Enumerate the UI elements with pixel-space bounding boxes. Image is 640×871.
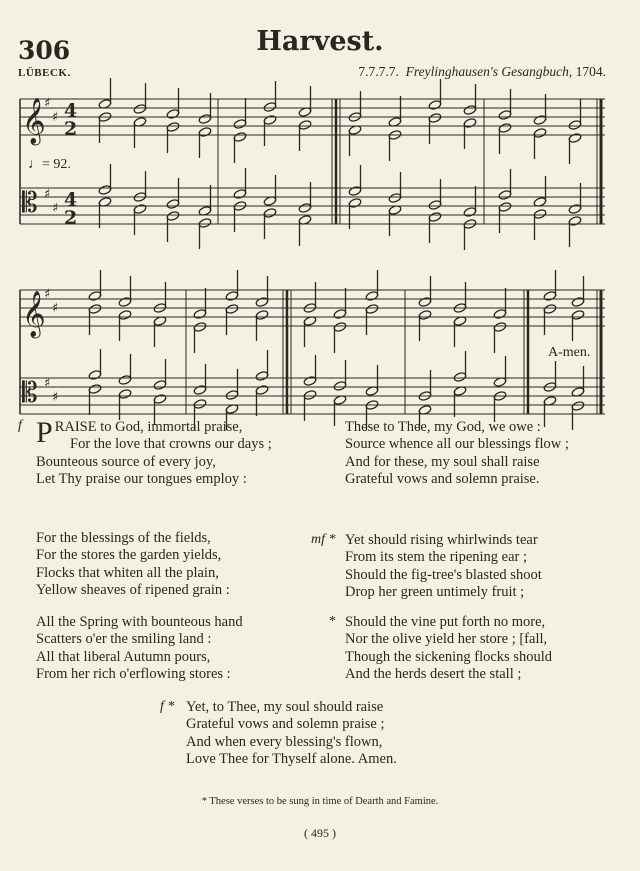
note-head xyxy=(198,127,212,138)
sharp-icon: ♯ xyxy=(44,376,51,391)
note-head xyxy=(118,389,132,400)
note-head xyxy=(498,110,512,121)
meter: 7.7.7.7. xyxy=(358,64,399,79)
note-head xyxy=(498,190,512,201)
note-head xyxy=(166,122,180,133)
note-head xyxy=(225,304,239,315)
time-signature-top: 4 xyxy=(64,100,78,122)
note-head xyxy=(198,114,212,125)
note-head xyxy=(166,211,180,222)
verse-line: For the blessings of the fields, xyxy=(36,530,211,546)
verse-line: Let Thy praise our tongues employ : xyxy=(36,470,247,487)
music-score xyxy=(0,0,640,430)
verse-line: And the herds desert the stall ; xyxy=(345,665,522,682)
note-head xyxy=(463,207,477,218)
note-head xyxy=(568,120,582,131)
verse-line: Nor the olive yield her store ; [fall, xyxy=(345,631,548,648)
verse-line: Drop her green untimely fruit ; xyxy=(345,583,525,600)
page-number: ( 495 ) xyxy=(304,826,336,840)
footnote: * These verses to be sung in time of Dearth and Famine. xyxy=(201,796,439,807)
note-head xyxy=(463,105,477,116)
note-head xyxy=(198,218,212,229)
hymn-number: 306 xyxy=(18,36,71,65)
verse-line: And for these, my soul shall raise xyxy=(345,453,540,470)
drop-cap: P xyxy=(36,416,53,449)
note-head xyxy=(88,370,102,381)
note-head xyxy=(533,115,547,126)
note-head xyxy=(543,304,557,315)
note-head xyxy=(263,208,277,219)
footnote-mark: * xyxy=(329,614,336,629)
dynamic-mark: mf * xyxy=(311,532,336,547)
note-head xyxy=(571,297,585,308)
tempo-marking: ♩= 92. xyxy=(28,157,71,172)
sharp-icon: ♯ xyxy=(44,187,51,202)
note-head xyxy=(333,381,347,392)
note-head xyxy=(193,385,207,396)
c-clef-icon: 𝄡 xyxy=(22,376,38,409)
note-head xyxy=(233,119,247,130)
note-head xyxy=(153,380,167,391)
verse-1 xyxy=(36,416,272,488)
sharp-icon: ♯ xyxy=(52,201,59,216)
verse-line: Love Thee for Thyself alone. Amen. xyxy=(186,750,397,767)
note-head xyxy=(543,291,557,302)
note-head xyxy=(298,120,312,131)
verse-line: Source whence all our blessings flow ; xyxy=(345,436,569,453)
note-head xyxy=(498,123,512,134)
note-head xyxy=(255,371,269,382)
note-head xyxy=(428,200,442,211)
note-head xyxy=(255,310,269,321)
note-head xyxy=(118,310,132,321)
note-head xyxy=(428,100,442,111)
note-head xyxy=(88,304,102,315)
note-head xyxy=(388,193,402,204)
verse-line: From its stem the ripening ear ; xyxy=(345,549,528,566)
staff-system1-treble xyxy=(20,99,605,135)
verse-line: Should the vine put forth no more, xyxy=(345,614,546,630)
note-head xyxy=(166,109,180,120)
note-head xyxy=(118,297,132,308)
verse-5 xyxy=(345,532,542,601)
note-head xyxy=(225,390,239,401)
note-head xyxy=(365,304,379,315)
note-head xyxy=(428,113,442,124)
verse-line: Should the fig-tree's blasted shoot xyxy=(345,566,542,583)
note-head xyxy=(568,204,582,215)
note-head xyxy=(568,133,582,144)
time-signature-bottom: 2 xyxy=(64,207,78,229)
note-head xyxy=(193,322,207,333)
verse-6 xyxy=(345,614,552,683)
note-head xyxy=(533,209,547,220)
verse-line: Grateful vows and solemn praise ; xyxy=(186,716,385,733)
dynamic-mark: f * xyxy=(160,699,175,714)
note-head xyxy=(493,309,507,320)
verse-line: Grateful vows and solemn praise. xyxy=(345,470,540,487)
treble-clef-icon: 𝄞 xyxy=(22,98,46,144)
note-head xyxy=(571,310,585,321)
note-head xyxy=(255,385,269,396)
note-head xyxy=(88,384,102,395)
note-head xyxy=(88,291,102,302)
verse-7 xyxy=(186,699,397,768)
verse-line: These to Thee, my God, we owe : xyxy=(345,419,541,435)
sharp-icon: ♯ xyxy=(52,110,59,125)
note-head xyxy=(98,185,112,196)
note-head xyxy=(571,401,585,412)
verse-4 xyxy=(345,419,569,488)
note-head xyxy=(225,291,239,302)
sharp-icon: ♯ xyxy=(44,287,51,302)
note-head xyxy=(418,310,432,321)
sharp-icon: ♯ xyxy=(44,96,51,111)
hymn-title: Harvest. xyxy=(256,26,384,57)
note-head xyxy=(298,203,312,214)
verse-line: And when every blessing's flown, xyxy=(186,733,383,750)
verse-line: For the stores the garden yields, xyxy=(36,547,222,564)
note-head xyxy=(133,204,147,215)
note-head xyxy=(166,199,180,210)
note-head xyxy=(193,399,207,410)
note-head xyxy=(428,212,442,223)
amen-label: A-men. xyxy=(548,345,591,360)
note-head xyxy=(303,376,317,387)
tune-name: LÜBECK. xyxy=(18,67,71,79)
note-head xyxy=(348,198,362,209)
note-head xyxy=(333,322,347,333)
sharp-icon: ♯ xyxy=(52,390,59,405)
verse-line: Bounteous source of every joy, xyxy=(36,453,216,470)
sharp-icon: ♯ xyxy=(52,301,59,316)
note-head xyxy=(568,216,582,227)
treble-clef-icon: 𝄞 xyxy=(22,291,46,337)
note-head xyxy=(418,297,432,308)
dynamic-mark: f xyxy=(18,418,22,433)
note-head xyxy=(133,104,147,115)
time-signature-top: 4 xyxy=(64,189,78,211)
verse-line: Yet, to Thee, my soul should raise xyxy=(186,699,384,715)
source-year: 1704. xyxy=(575,64,606,79)
note-head xyxy=(463,118,477,129)
time-signature-bottom: 2 xyxy=(64,118,78,140)
note-head xyxy=(263,115,277,126)
note-head xyxy=(365,291,379,302)
verse-3 xyxy=(36,614,243,683)
note-head xyxy=(233,189,247,200)
note-head xyxy=(498,202,512,213)
verse-line: Scatters o'er the smiling land : xyxy=(36,631,212,648)
verse-line: All the Spring with bounteous hand xyxy=(36,614,243,630)
note-head xyxy=(255,297,269,308)
verse-2 xyxy=(36,530,230,599)
note-head xyxy=(263,102,277,113)
source: Freylinghausen's Gesangbuch, xyxy=(405,64,573,79)
barlines-system2 xyxy=(186,290,601,414)
note-head xyxy=(533,128,547,139)
verse-line: RAISE to God, immortal praise, xyxy=(54,419,243,435)
note-head xyxy=(118,375,132,386)
note-head xyxy=(303,390,317,401)
c-clef-icon: 𝄡 xyxy=(22,186,38,219)
note-head xyxy=(493,322,507,333)
verse-line: Though the sickening flocks should xyxy=(345,648,553,665)
note-head xyxy=(348,186,362,197)
note-head xyxy=(453,372,467,383)
verse-line: All that liberal Autumn pours, xyxy=(36,648,211,665)
verse-line: Yellow sheaves of ripened grain : xyxy=(36,581,230,598)
verse-line: For the love that crowns our days ; xyxy=(70,436,272,453)
note-head xyxy=(153,394,167,405)
note-head xyxy=(193,309,207,320)
verse-line: From her rich o'erflowing stores : xyxy=(36,665,231,682)
note-head xyxy=(233,132,247,143)
staff-system2-treble xyxy=(20,290,605,326)
note-head xyxy=(333,309,347,320)
verse-line: Flocks that whiten all the plain, xyxy=(36,564,219,581)
verse-line: Yet should rising whirlwinds tear xyxy=(345,532,538,548)
